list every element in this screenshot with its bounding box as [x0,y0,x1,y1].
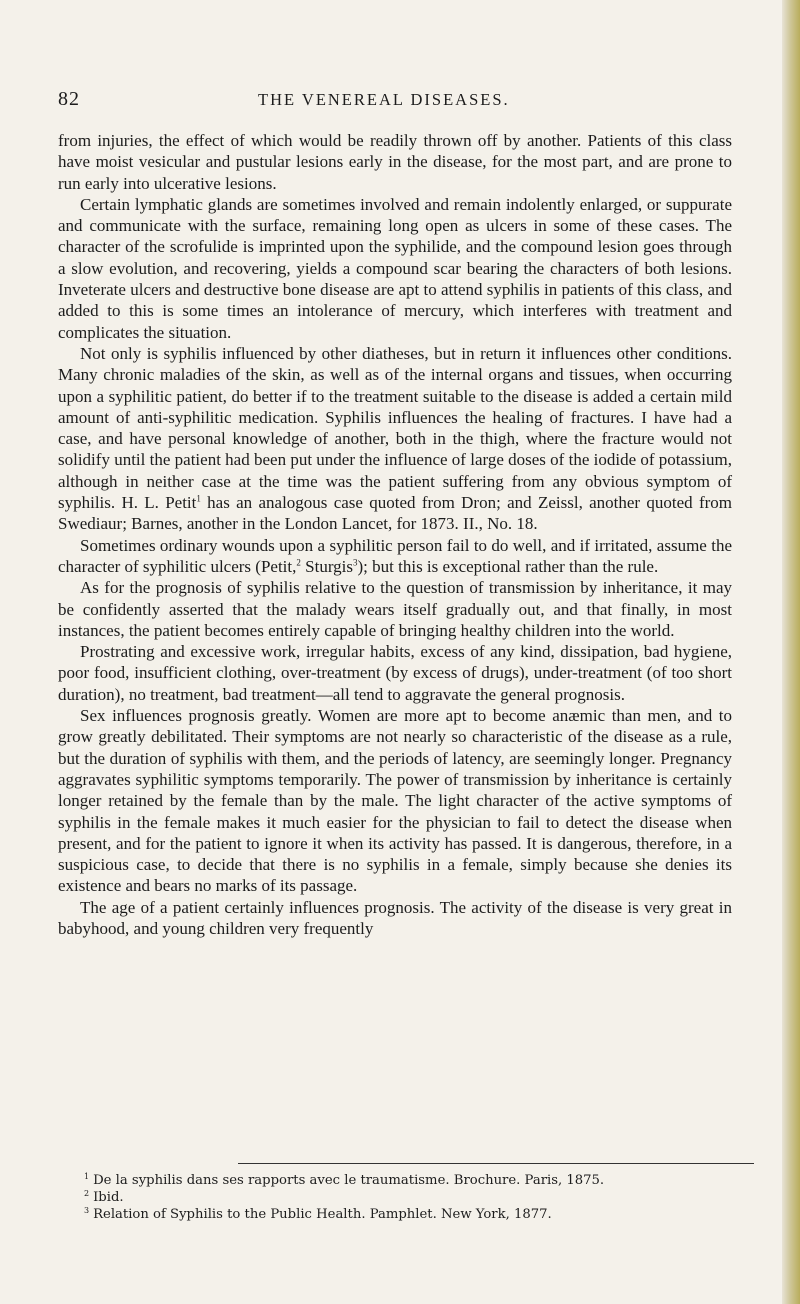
footnote-mark: 1 [84,1171,90,1181]
paragraph-text: Not only is syphilis influenced by other diatheses, but in return it influences other conditions. Many chronic maladies of the skin, as well as of the internal organs and tissues, when occurring upon a syphilitic patient, do better if to the treatment suitable to the disease is added a certain mild amount of anti-syphilitic medication. Syphilis influences the healing of fractures. I have had a case, and have personal knowledge of another, both in the thigh, where the fracture would not solidify until the patient had been put under the influence of large doses of the iodide of potassium, although in neither case at the time was the patient suffering from any obvious symptom of syphilis. H. L. Petit [58,343,732,513]
footnote-text: Relation of Syphilis to the Public Health. Pamphlet. New York, 1877. [93,1207,552,1222]
paragraph-text: Sometimes ordinary wounds upon a syphilitic person fail to do well, and if irritated, assume the character of syphilitic ulcers (Petit, [58,535,732,576]
paragraph-text: Sex influences prognosis greatly. Women are more apt to become anæmic than men, and to grow greatly debilitated. Their symptoms are not nearly so characteristic of the disease as a rule, but the duration of syphilis with them, and the periods of latency, are seemingly longer. Pregnancy aggravates syphilitic symptoms temporarily. The power of transmission by inheritance is certainly longer retained by the female than by the male. The light character of the active symptoms of syphilis in the female makes it much easier for the physician to fail to detect the disease when present, and for the patient to ignore it when its activity has passed. It is dangerous, therefore, in a suspicious case, to decide that there is no syphilis in a female, simply because she denies its existence and bears no marks of its passage. [58,706,732,896]
body-text [58,130,732,939]
body-paragraph [58,194,732,343]
body-paragraph [58,897,732,940]
body-paragraph [58,343,732,535]
footnote-mark: 3 [84,1205,90,1215]
body-paragraph [58,577,732,641]
paragraph-text: The age of a patient certainly influences prognosis. The activity of the disease is very great in babyhood, and young children very frequently [58,897,732,938]
body-paragraph [58,705,732,897]
body-paragraph [58,641,732,705]
footnote [62,1206,752,1223]
footnote-divider [238,1163,754,1164]
paragraph-text: Prostrating and excessive work, irregular habits, excess of any kind, dissipation, bad hygiene, poor food, insufficient clothing, over-treatment (by excess of drugs), under-treatment (of too short duration), no treatment, bad treatment—all tend to aggravate the general prognosis. [58,642,732,704]
body-paragraph [58,535,732,578]
footnote [62,1172,752,1189]
footnote-reference: 3 [353,557,358,568]
paragraph-text: Certain lymphatic glands are sometimes involved and remain indolently enlarged, or suppurate and communicate with the surface, remaining long open as ulcers in some of these cases. The character of the scrofulide is imprinted upon the syphilide, and the compound lesion goes through a slow evolution, and recovering, yields a compound scar bearing the characters of both lesions. Inveterate ulcers and destructive bone disease are apt to attend syphilis in patients of this class, and added to this is some times an intolerance of mercury, which interferes with treatment and complicates the situation. [58,194,732,342]
footnote-text: De la syphilis dans ses rapports avec le traumatisme. Brochure. Paris, 1875. [93,1173,605,1188]
page-edge [782,0,800,1304]
footnote-reference: 1 [196,493,201,504]
page-number: 82 [58,88,80,110]
footnote-text: Ibid. [93,1190,124,1205]
body-paragraph [58,130,732,194]
paragraph-text: As for the prognosis of syphilis relative to the question of transmission by inheritance, it may be confidently asserted that the malady wears itself gradually out, and that finally, in most instances, the patient becomes entirely capable of bringing healthy children into the world. [58,578,732,640]
footnote [62,1189,752,1206]
footnote-reference: 2 [296,557,301,568]
paragraph-text: has an analogous case quoted from Dron; and Zeissl, another quoted from Swediaur; Barnes, another in the London Lancet, for 1873. II., No. 18. [58,493,732,534]
paragraph-text: ); but this is exceptional rather than the rule. [357,556,659,576]
running-title: THE VENEREAL DISEASES. [258,90,510,109]
footnotes [62,1172,752,1223]
footnote-mark: 2 [84,1188,90,1198]
paragraph-text: from injuries, the effect of which would be readily thrown off by another. Patients of this class have moist vesicular and pustular lesions early in the disease, for the most part, and are prone to run early into ulcerative lesions. [58,131,732,193]
page-header [58,88,764,114]
paragraph-text: Sturgis [300,556,354,576]
